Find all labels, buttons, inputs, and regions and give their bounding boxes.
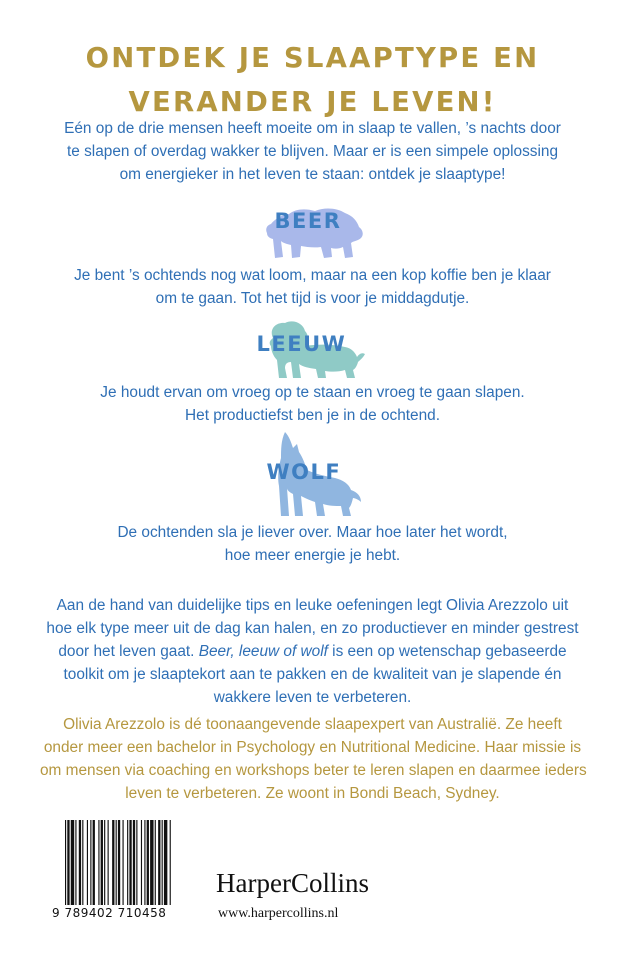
barcode-number: 9 789402 710458	[52, 906, 167, 920]
author-line: om mensen via coaching en workshops beter te leren slapen en daarmee ieders	[40, 762, 587, 779]
bear-label: BEER	[274, 209, 342, 233]
publisher-website[interactable]: www.harpercollins.nl	[218, 906, 339, 921]
barcode-bar	[155, 820, 156, 905]
lion-line: Je houdt ervan om vroeg op te staan en vroeg te gaan slapen.	[100, 384, 525, 401]
wolf-line: De ochtenden sla je liever over. Maar hoe later het wordt,	[117, 524, 508, 541]
barcode-bar	[90, 820, 91, 905]
barcode-bar	[82, 820, 83, 905]
barcode-bar	[147, 820, 149, 905]
barcode-bar	[71, 820, 74, 905]
barcode-bar	[170, 820, 171, 905]
barcode-bar	[104, 820, 105, 905]
bear-description	[40, 264, 585, 310]
barcode-bar	[150, 820, 153, 905]
barcode-bar	[98, 820, 99, 905]
description-line	[40, 640, 585, 663]
lion-section	[256, 320, 367, 380]
wolf-label: WOLF	[266, 460, 342, 484]
barcode-bar	[112, 820, 114, 905]
barcode-bar	[87, 820, 88, 905]
publisher-logo: HarperCollins	[216, 868, 369, 898]
barcode-bar	[79, 820, 81, 905]
barcode-bar	[101, 820, 103, 905]
description-line: Aan de hand van duidelijke tips en leuke oefeningen legt Olivia Arezzolo uit	[56, 597, 569, 614]
barcode-bar	[75, 820, 76, 905]
intro-line: te slapen of overdag wakker te blijven. Maar er is een simpele oplossing	[66, 143, 559, 160]
headline	[0, 36, 625, 124]
book-title: Beer, leeuw of wolf	[198, 643, 328, 660]
description-line: hoe elk type meer uit de dag kan halen, en zo productiever en minder gestrest	[46, 620, 579, 637]
intro-line: om energieker in het leven te staan: ontdek je slaaptype!	[119, 166, 506, 183]
barcode-bar	[108, 820, 109, 905]
author-bio	[40, 713, 585, 805]
barcode-bar	[136, 820, 137, 905]
barcode-bar	[162, 820, 163, 905]
headline-line-1: ONTDEK JE SLAAPTYPE EN	[85, 42, 540, 74]
bear-line: Je bent ’s ochtends nog wat loom, maar na een kop koffie ben je klaar	[74, 267, 551, 284]
wolf-description	[40, 521, 585, 567]
barcode-bar	[93, 820, 95, 905]
description-text: door het leven gaat.	[58, 643, 199, 660]
barcode-bar	[65, 820, 66, 905]
barcode-bar	[127, 820, 128, 905]
headline-line-2: VERANDER JE LEVEN!	[128, 86, 497, 118]
lion-line: Het productiefst ben je in de ochtend.	[185, 407, 440, 424]
book-description	[40, 594, 585, 709]
barcode-icon	[63, 820, 205, 905]
barcode-bar	[141, 820, 142, 905]
description-text: is een op wetenschap gebaseerde	[327, 643, 567, 660]
wolf-line: hoe meer energie je hebt.	[224, 547, 401, 564]
barcode-bar	[133, 820, 135, 905]
barcode-bar	[158, 820, 160, 905]
wolf-section	[263, 430, 363, 518]
bear-line: om te gaan. Tot het tijd is voor je middagdutje.	[155, 290, 470, 307]
barcode-bar	[144, 820, 145, 905]
barcode-bar	[129, 820, 131, 905]
barcode-bar	[164, 820, 167, 905]
bear-section	[261, 203, 365, 259]
barcode-bar	[67, 820, 69, 905]
description-line: toolkit om je slaaptekort aan te pakken en de kwaliteit van je slapende én	[63, 666, 562, 683]
description-line: wakkere leven te verbeteren.	[213, 689, 412, 706]
author-line: leven te verbeteren. Ze woont in Bondi Beach, Sydney.	[125, 785, 500, 802]
author-line: Olivia Arezzolo is dé toonaangevende slaapexpert van Australië. Ze heeft	[63, 716, 562, 733]
intro-line: Eén op de drie mensen heeft moeite om in slaap te vallen, ’s nachts door	[64, 120, 561, 137]
intro-paragraph	[40, 117, 585, 186]
lion-description	[40, 381, 585, 427]
barcode-bar	[116, 820, 117, 905]
barcode-bar	[123, 820, 124, 905]
lion-label: LEEUW	[256, 332, 347, 356]
author-line: onder meer een bachelor in Psychology en Nutritional Medicine. Haar missie is	[43, 739, 582, 756]
barcode-bar	[118, 820, 120, 905]
